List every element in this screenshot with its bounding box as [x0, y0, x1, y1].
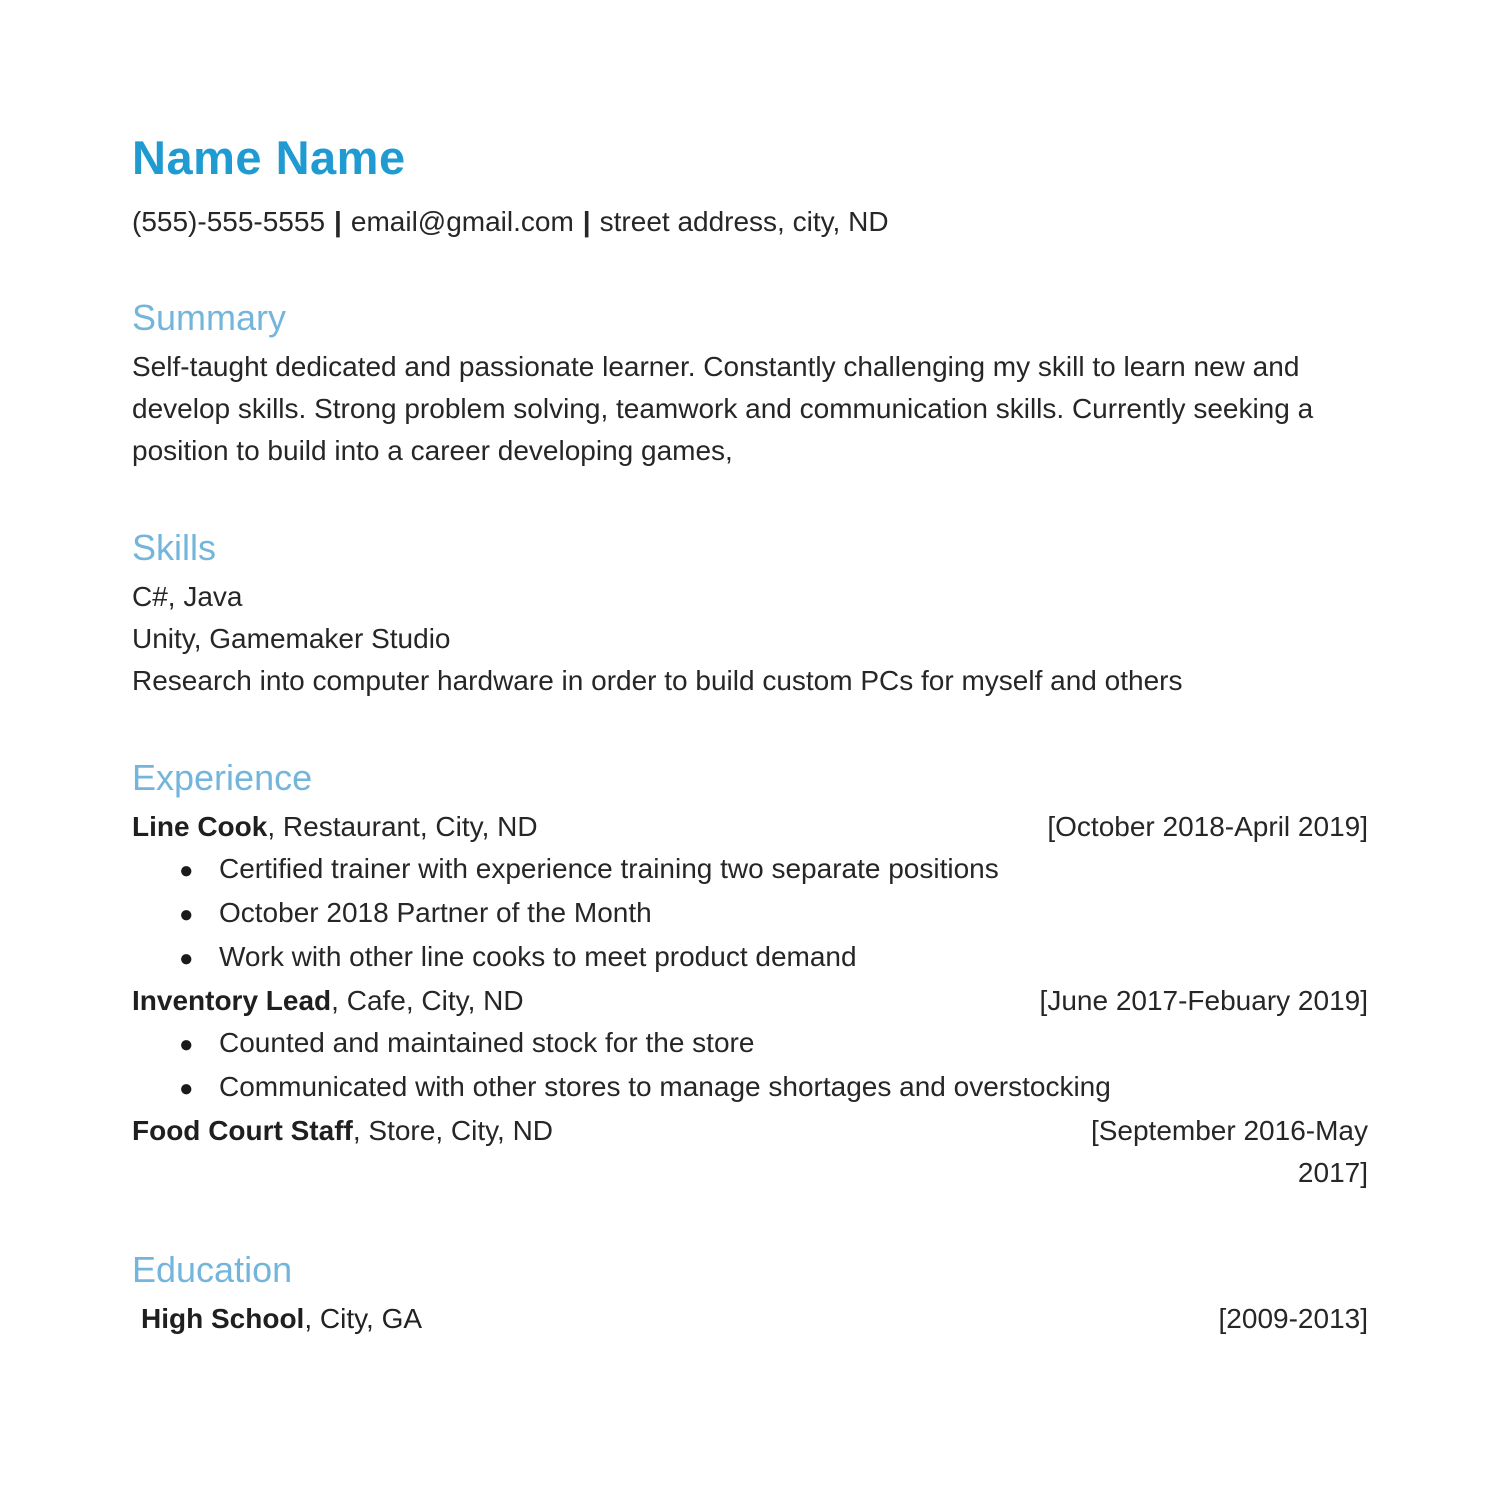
- education-dates: [2009-2013]: [1218, 1303, 1368, 1334]
- contact-email: email@gmail.com: [350, 206, 574, 237]
- job-entry: [132, 806, 1368, 980]
- education-row: [132, 1298, 1368, 1340]
- bullet-item: [132, 1022, 1368, 1066]
- job-header: [132, 1110, 1368, 1194]
- contact-separator: |: [582, 206, 591, 237]
- job-details: , Cafe, City, ND: [331, 985, 524, 1016]
- contact-line: [132, 202, 1368, 242]
- section-title-experience: Experience: [132, 757, 313, 798]
- education-title: [132, 1298, 422, 1340]
- resume-name: Name Name: [132, 131, 406, 184]
- bullet-text: Certified trainer with experience training two separate positions: [219, 853, 999, 884]
- job-title: [132, 806, 538, 848]
- skill-item: Unity, Gamemaker Studio: [132, 623, 451, 654]
- bullet-icon: ●: [179, 1075, 194, 1102]
- section-title-summary: Summary: [132, 297, 287, 338]
- education-details: , City, GA: [304, 1303, 423, 1334]
- job-details: , Restaurant, City, ND: [267, 811, 538, 842]
- job-entry: [132, 1110, 1368, 1194]
- bullet-icon: ●: [179, 901, 194, 928]
- job-title: [132, 1110, 553, 1152]
- job-header: [132, 806, 1368, 848]
- bullet-icon: ●: [179, 1031, 194, 1058]
- job-dates: [September 2016-May 2017]: [1090, 1115, 1368, 1188]
- contact-address: street address, city, ND: [599, 206, 889, 237]
- section-title-skills: Skills: [132, 527, 217, 568]
- contact-separator: |: [334, 206, 342, 237]
- skills-list: [132, 576, 1368, 702]
- job-dates: [June 2017-Febuary 2019]: [1039, 985, 1368, 1016]
- job-role: Food Court Staff: [132, 1115, 353, 1146]
- bullet-text: Counted and maintained stock for the store: [219, 1027, 755, 1058]
- bullet-text: Work with other line cooks to meet product demand: [219, 941, 857, 972]
- summary-text: Self-taught dedicated and passionate learner. Constantly challenging my skill to learn new and develop skills. Strong problem solving, teamwork and communication skills. Currently seeking a position to build into a career developing games,: [132, 351, 1314, 466]
- school-name: High School: [141, 1303, 305, 1334]
- bullet-text: Communicated with other stores to manage shortages and overstocking: [219, 1071, 1111, 1102]
- bullet-item: [132, 892, 1368, 936]
- job-header: [132, 980, 1368, 1022]
- job-title: [132, 980, 524, 1022]
- job-details: , Store, City, ND: [352, 1115, 554, 1146]
- section-title-education: Education: [132, 1249, 293, 1290]
- bullet-icon: ●: [179, 945, 194, 972]
- job-role: Line Cook: [132, 811, 268, 842]
- bullet-item: [132, 1066, 1368, 1110]
- job-entry: [132, 980, 1368, 1110]
- bullet-icon: ●: [179, 857, 194, 884]
- bullet-item: [132, 848, 1368, 892]
- contact-phone: (555)-555-5555: [132, 206, 326, 237]
- job-role: Inventory Lead: [132, 985, 332, 1016]
- job-dates: [October 2018-April 2019]: [1047, 811, 1368, 842]
- skill-item: Research into computer hardware in order to build custom PCs for myself and others: [132, 665, 1183, 696]
- bullet-text: October 2018 Partner of the Month: [219, 897, 652, 928]
- bullet-item: [132, 936, 1368, 980]
- skill-item: C#, Java: [132, 581, 243, 612]
